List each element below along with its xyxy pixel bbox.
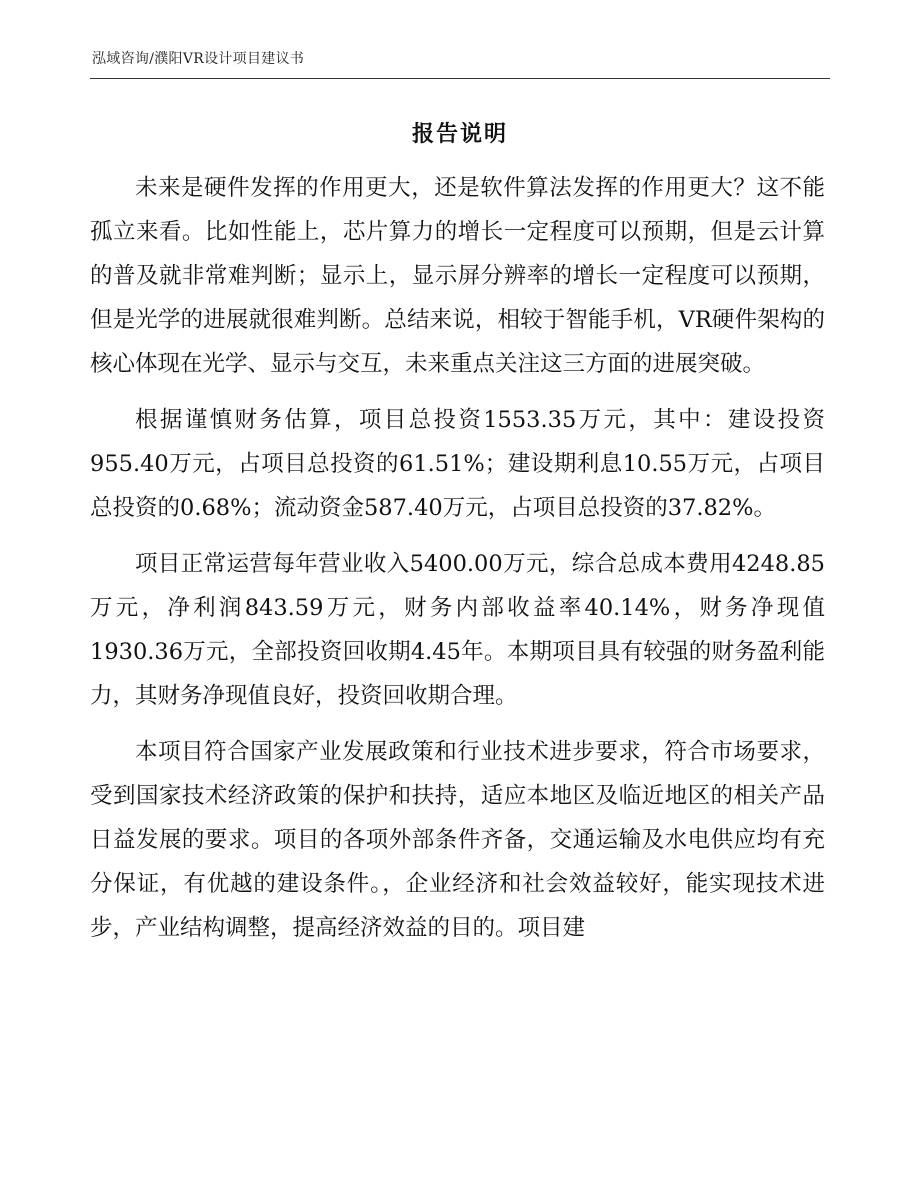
body-text — [90, 166, 825, 962]
paragraph-financials: 项目正常运营每年营业收入5400.00万元，综合总成本费用4248.85万元，净利润843.59万元，财务内部收益率40.14%，财务净现值1930.36万元，全部投资回收期4.45年。本期项目具有较强的财务盈利能力，其财务净现值良好，投资回收期合理。 — [90, 551, 825, 709]
page-title: 报告说明 — [411, 121, 508, 147]
paragraph-investment: 根据谨慎财务估算，项目总投资1553.35万元，其中：建设投资955.40万元，占项目总投资的61.51%；建设期利息10.55万元，占项目总投资的0.68%；流动资金587.40万元，占项目总投资的37.82%。 — [90, 407, 825, 521]
paragraph-policy: 本项目符合国家产业发展政策和行业技术进步要求，符合市场要求，受到国家技术经济政策的保护和扶持，适应本地区及临近地区的相关产品日益发展的要求。项目的各项外部条件齐备，交通运输及水电供应均有充分保证，有优越的建设条件。，企业经济和社会效益较好，能实现技术进步，产业结构调整，提高经济效益的目的。项目建 — [90, 739, 825, 941]
paragraph-intro: 未来是硬件发挥的作用更大，还是软件算法发挥的作用更大？这不能孤立来看。比如性能上，芯片算力的增长一定程度可以预期，但是云计算的普及就非常难判断；显示上，显示屏分辨率的增长一定程度可以预期，但是光学的进展就很难判断。总结来说，相较于智能手机，VR硬件架构的核心体现在光学、显示与交互，未来重点关注这三方面的进展突破。 — [90, 175, 825, 377]
header-divider — [90, 78, 830, 79]
running-header: 泓域咨询/濮阳VR设计项目建议书 — [92, 51, 305, 67]
